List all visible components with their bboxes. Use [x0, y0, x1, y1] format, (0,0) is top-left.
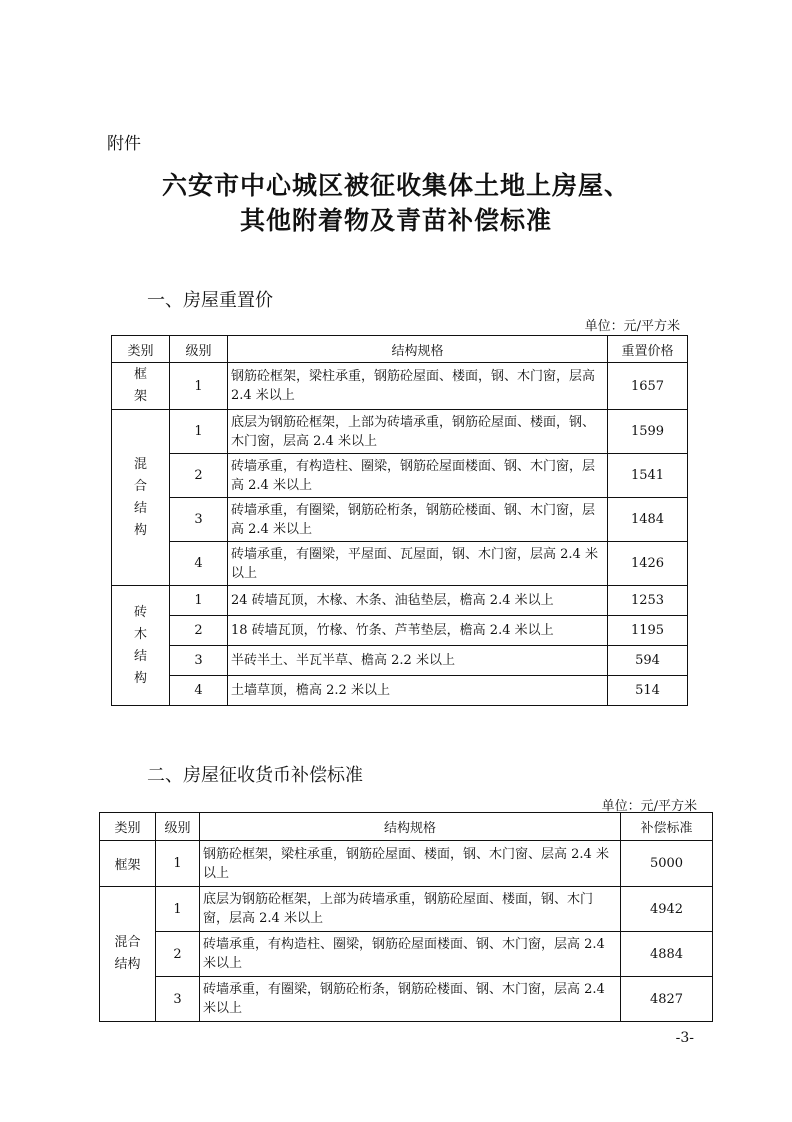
table-row — [112, 586, 688, 616]
header-price: 重置价格 — [608, 336, 688, 363]
table-row — [112, 454, 688, 498]
table-row — [112, 498, 688, 542]
compensation-table — [99, 812, 713, 1022]
header-level: 级别 — [170, 336, 228, 363]
level-cell: 1 — [170, 586, 228, 616]
spec-cell: 砖墙承重，有构造柱、圈梁，钢筋砼屋面楼面、钢、木门窗，层高 2.4 米以上 — [228, 454, 608, 498]
section2-unit: 单位：元/平方米 — [601, 799, 697, 814]
level-cell: 1 — [156, 887, 200, 932]
document-title-line2: 其他附着物及青苗补偿标准 — [239, 206, 552, 235]
spec-cell: 砖墙承重，有圈梁，钢筋砼桁条，钢筋砼楼面、钢、木门窗，层高 2.4 米以上 — [200, 977, 621, 1022]
section1-heading: 一、房屋重置价 — [147, 290, 273, 311]
attachment-label: 附件 — [107, 134, 141, 154]
category-cell: 框架 — [112, 363, 170, 410]
document-title-line1: 六安市中心城区被征收集体土地上房屋、 — [161, 171, 630, 200]
spec-cell: 砖墙承重，有圈梁，钢筋砼桁条，钢筋砼楼面、钢、木门窗，层高 2.4 米以上 — [228, 498, 608, 542]
level-cell: 3 — [170, 646, 228, 676]
price-cell: 4884 — [621, 932, 713, 977]
level-cell: 2 — [156, 932, 200, 977]
category-cell: 砖木结构 — [112, 586, 170, 706]
level-cell: 1 — [156, 841, 200, 887]
level-cell: 1 — [170, 363, 228, 410]
level-cell: 3 — [156, 977, 200, 1022]
section2-heading: 二、房屋征收货币补偿标准 — [147, 765, 363, 786]
spec-cell: 钢筋砼框架，梁柱承重，钢筋砼屋面、楼面，钢、木门窗、层高 2.4 米以上 — [200, 841, 621, 887]
table-row — [112, 363, 688, 410]
header-spec: 结构规格 — [200, 813, 621, 841]
price-cell: 514 — [608, 676, 688, 706]
price-cell: 4827 — [621, 977, 713, 1022]
level-cell: 2 — [170, 454, 228, 498]
level-cell: 1 — [170, 410, 228, 454]
level-cell: 2 — [170, 616, 228, 646]
price-cell: 594 — [608, 646, 688, 676]
price-cell: 1484 — [608, 498, 688, 542]
category-cell: 混合结构 — [112, 410, 170, 586]
header-spec: 结构规格 — [228, 336, 608, 363]
price-cell: 1426 — [608, 542, 688, 586]
spec-cell: 砖墙承重，有圈梁，平屋面、瓦屋面，钢、木门窗，层高 2.4 米以上 — [228, 542, 608, 586]
page-number: -3- — [675, 1030, 694, 1046]
category-cell: 框架 — [100, 841, 156, 887]
table-row — [112, 676, 688, 706]
price-cell: 1599 — [608, 410, 688, 454]
table-row — [112, 646, 688, 676]
spec-cell: 钢筋砼框架，梁柱承重，钢筋砼屋面、楼面，钢、木门窗，层高 2.4 米以上 — [228, 363, 608, 410]
table-row — [112, 410, 688, 454]
spec-cell: 砖墙承重，有构造柱、圈梁，钢筋砼屋面楼面、钢、木门窗，层高 2.4 米以上 — [200, 932, 621, 977]
section1-unit: 单位：元/平方米 — [584, 319, 680, 334]
spec-cell: 土墙草顶，檐高 2.2 米以上 — [228, 676, 608, 706]
price-cell: 4942 — [621, 887, 713, 932]
table-row — [100, 977, 713, 1022]
spec-cell: 底层为钢筋砼框架，上部为砖墙承重，钢筋砼屋面、楼面，钢、木门窗，层高 2.4 米以上 — [228, 410, 608, 454]
spec-cell: 底层为钢筋砼框架，上部为砖墙承重，钢筋砼屋面、楼面，钢、木门窗，层高 2.4 米以上 — [200, 887, 621, 932]
price-cell: 1541 — [608, 454, 688, 498]
table-row — [112, 542, 688, 586]
header-category: 类别 — [100, 813, 156, 841]
table-row — [100, 932, 713, 977]
table-header-row — [112, 336, 688, 363]
price-cell: 1195 — [608, 616, 688, 646]
price-cell: 1657 — [608, 363, 688, 410]
spec-cell: 半砖半土、半瓦半草、檐高 2.2 米以上 — [228, 646, 608, 676]
price-cell: 5000 — [621, 841, 713, 887]
rebuild-price-table — [111, 335, 688, 706]
level-cell: 4 — [170, 676, 228, 706]
header-price: 补偿标准 — [621, 813, 713, 841]
level-cell: 4 — [170, 542, 228, 586]
table-header-row — [100, 813, 713, 841]
header-level: 级别 — [156, 813, 200, 841]
table-row — [100, 887, 713, 932]
level-cell: 3 — [170, 498, 228, 542]
table-row — [100, 841, 713, 887]
header-category: 类别 — [112, 336, 170, 363]
spec-cell: 24 砖墙瓦顶，木椽、木条、油毡垫层，檐高 2.4 米以上 — [228, 586, 608, 616]
category-cell: 混合结构 — [100, 887, 156, 1022]
table-row — [112, 616, 688, 646]
spec-cell: 18 砖墙瓦顶，竹椽、竹条、芦苇垫层，檐高 2.4 米以上 — [228, 616, 608, 646]
price-cell: 1253 — [608, 586, 688, 616]
